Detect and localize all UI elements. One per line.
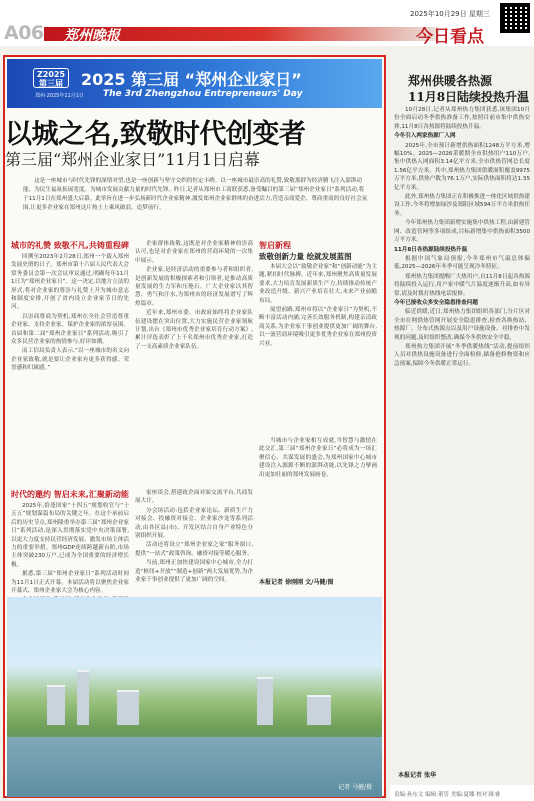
main-byline: 本报记者 徐刚刚 文/马健/图 xyxy=(259,579,334,586)
photo-credit: 记者 马健/摄 xyxy=(338,784,372,791)
building-shape xyxy=(257,677,273,725)
event-banner xyxy=(7,59,382,108)
building-shape xyxy=(117,690,139,725)
col2-p1: 企家群体致敬,这既是对企业家精神的崇高认可,也是对企业家在郑州的营商环境的一次集中展示。 xyxy=(135,241,253,264)
right-p3: 此外,郑州热力集团正在积极推进一体化区域供热建设工作,今冬将增加绿沙及郑阳区域594万平方米供热任务。 xyxy=(394,194,530,217)
right-subhead-3: 今年已接收众多安全隐患排查问题 xyxy=(394,299,478,306)
building-shape xyxy=(77,670,89,725)
section1-title: 城市的礼赞 致敬不凡,共铸重程碑 xyxy=(11,241,129,250)
right-p8: 郑州热力集团开展“冬季供暖热线”活动,提前组织人员对供热设施设备进行全面检修,储备抢修物资和应急预案,保障今冬供暖正常运行。 xyxy=(394,343,530,367)
right-article-title: 郑州供暖各热源 xyxy=(408,74,493,88)
column-1 xyxy=(11,253,129,483)
section3-title: 智启新程 xyxy=(259,241,291,250)
col5-p1: 家座谈会,搭建政企面对面交流平台,共商发展大计。 xyxy=(135,490,253,505)
col4-p1: 2025年,恰逢国家“十四五”规划收官与“十五五”规划谋篇布局的关键之年。在这个承前启后的历史节点,郑州隆重举办第三届“郑州企业家日”系列活动,是深入贯彻落实党中央决策部署,以更大力度支持民营经济发展、激发市场主体活力的重要举措。郑州GDP连续跨越新台阶,市场主体突破230万户,已成为全国重要的经济增长极。 xyxy=(11,503,129,568)
editor-credits: 责编:孙东文 编辑:董管 美编:夏娜 校对:陈睿 xyxy=(390,785,534,801)
right-subhead-2: 11月8日各热源陆续投热升温 xyxy=(394,246,468,253)
column-5 xyxy=(135,489,253,594)
banner-title-cn: 2025 第三届 “郑州企业家日” xyxy=(81,70,302,89)
right-p2: 2025年,全市预计新增供热面积1248万平方米,增幅10%。2025—2026采暖期全市供热用户110万户,集中供热入网面积3.14亿平方米,全市供热管网总长度1.56亿平方米。其中,郑州热力集团供暖面积覆盖9975万平方米,供热户数为76.1万户,实际供热面积将达1.35亿平方米。 xyxy=(394,142,530,191)
issue-date: 2025年10月29日 星期三 xyxy=(410,10,490,18)
masthead: 郑州晚报 xyxy=(64,28,120,44)
right-article-body xyxy=(394,106,530,766)
column-4 xyxy=(11,502,129,594)
river-water xyxy=(7,737,382,797)
city-photo xyxy=(7,597,382,795)
col6-p1: 当城市与企业家相互成就,当智慧与激情在此交汇,第三届“郑州企业家日”必将成为一场汇聚信心、共谋发展的盛会,为郑州国家中心城市建设注入源源不断的澎湃动能,以先锋之力擘画出更加壮丽的郑州发展画卷。 xyxy=(259,438,377,478)
right-p7: 临近供暖,近日,郑州热力集团组织各部门,分片区对全市在网供热管网开展安全隐患排查,检查各换热站、热源厂、分布式热源点以及用户设施设备。对排查中发现的问题,及时组织整改,确保今冬供热安全平稳。 xyxy=(394,309,530,341)
main-headline: 以城之名,致敬时代创变者 xyxy=(5,119,306,150)
page-header xyxy=(0,0,534,46)
col1-p1: 回溯至2023年2月28日,郑州一个载入郑州发展史册的日子。郑州市第十六届人民代表大会常务委员会第一次会议审议通过,明确每年11月1日为“郑州企业家日”。这一决定,以地方立法的形式,将对企业家的尊崇与礼赞上升为城市意志和制度安排,开创了省内设立企业家节日的先河。 xyxy=(11,254,129,311)
right-p6: 郑州热力集团提醒广大热用户,自11月8日起各热源将陆续投入运行,用户家中暖气片温度逐渐升高,如有异常,请及时拨打热线电话报修。 xyxy=(394,273,530,297)
column-6 xyxy=(259,437,377,567)
building-shape xyxy=(307,695,331,725)
banner-sub: 郑州·2025年11月1日 xyxy=(35,93,84,99)
section2-title: 时代的邀约 智启未来,汇聚新动能 xyxy=(11,490,129,499)
main-feature xyxy=(3,55,386,798)
right-byline: 本报记者 张华 xyxy=(398,772,437,779)
col2-p2: 企业家,是经济活动的重要参与者和组织者,是创新发展的积极探索者和引领者,是推动高质量发展的生力军和压舱石。广大企业家以其智慧、勇气和汗水,为郑州市的经济发展谱写了辉煌篇章。 xyxy=(135,267,253,307)
col3-p1: 本届大会以“致敬企业家”和“创新动能”为主题,紧扣时代脉搏。近年来,郑州聚焦高质量发展要求,大力培育发展新质生产力,持续推动传统产业改造升级、新兴产业培育壮大,未来产业前瞻布局。 xyxy=(259,264,377,304)
col5-p3: 活动还将设立“郑州企业家之家”服务窗口,提供“一站式”政策咨询、融资对接等暖心服务。 xyxy=(135,542,253,557)
lead-paragraph: 这是一座城市与时代先锋的深情对望,也是一座创新与坚守交织的恒定丰碑。以一座城市最崇高的礼赞,致敬那群为经济腾飞注入澎湃动能、为民生福祉拓展宽度、为城市发展贡献力量的时代先锋。昨日,记者从郑州市工商联获悉,备受瞩目的第三届“郑州企业家日”系列活动,将于11月1日在郑州盛大启幕。此举旨在进一步弘扬新时代企业家精神,激发郑州企业家群体的奋进活力,营造亲商爱企、尊商重商的良好社会氛围,让更多企业家在郑州这片热土上乘风破浪、追梦前行。 xyxy=(23,178,368,211)
main-subhead: 第三届“郑州企业家日”11月1日启幕 xyxy=(5,150,260,169)
column-3 xyxy=(259,263,377,433)
page-number: A06 xyxy=(4,22,44,44)
banner-title-en: The 3rd Zhengzhou Entrepreneurs' Day xyxy=(103,89,303,99)
section3-subtitle: 致敬创新力量 绘就发展蓝图 xyxy=(259,252,352,261)
column-2 xyxy=(135,240,253,483)
section-title: 今日看点 xyxy=(416,27,484,47)
right-p5: 根据中国气象局预报,今冬郑州市气温总体偏低,2025—2026年冬季可能呈现冷冬特征。 xyxy=(394,255,530,271)
col5-p4: 当前,郑州正加快建设国家中心城市,全力打造“枢纽+开放”“制造+创新”两大发展优势,为企业家干事创业提供了更加广阔的空间。 xyxy=(135,560,253,584)
event-logo: Z2025 第三届 xyxy=(33,68,69,88)
right-article-title-2: 11月8日陆续投热升温 xyxy=(408,90,530,104)
col1-p2: 以崇商尊商为契机,郑州在全社会营造尊重企业家、支持企业家、保护企业家的浓厚氛围。首届和第二届“郑州企业家日”系列活动,吸引了众多民营企业家的热情参与,好评如潮。 xyxy=(11,313,129,346)
right-p1: 10月28日,记者从郑州热力集团获悉,该集团10月份全面启动冬季供热准备工作,按照目前市集中供热安排,11月8日各热源将陆续投热升温。 xyxy=(394,107,530,130)
col2-p3: 近年来,郑州市委、市政府始终将企业家队伍建设摆在突出位置,大力实施民营企业家领航计划,出台《郑州市优秀企业家培育行动方案》,累计评选表彰了上千名郑州市优秀企业家,打造了一支高素质企业家队伍。 xyxy=(135,310,253,350)
col1-p3: 而工信局负责人表示,“以一座城市的名义向企业家致敬,就是要让企业家有更多获得感、荣誉感和归属感。” xyxy=(11,348,129,372)
col3-p2: 展望前路,郑州市将以“企业家日”为契机,不断丰富活动内涵,完善长效服务机制,构建亲清政商关系,为企业家干事创业提供更加广阔的舞台,以一流营商环境吸引更多优秀企业家在郑州投资兴业。 xyxy=(259,307,377,347)
qr-code-icon xyxy=(500,3,530,33)
col5-p2: 分会场活动:包括企业家论坛、新质生产力对接会、投融资对接会、企业家沙龙等系列活动,由各区县(市)、开发区结合自身产业特色分别组织开展。 xyxy=(135,507,253,540)
col4-p2: 据悉,第三届“郑州企业家日”系列活动时间为11月1日正式开幕。本届活动将以聚焦企业家开幕式、郑州企业家大会为核心内容。 xyxy=(11,571,129,595)
building-shape xyxy=(47,685,65,725)
right-p4: 今年郑州热力集团新增实施集中供热工程,由新建管网、改造管网等多项组成,目标新增集中供热面积3500万平方米。 xyxy=(394,220,530,244)
right-subhead-1: 今冬引入两家热源厂入网 xyxy=(394,133,456,140)
